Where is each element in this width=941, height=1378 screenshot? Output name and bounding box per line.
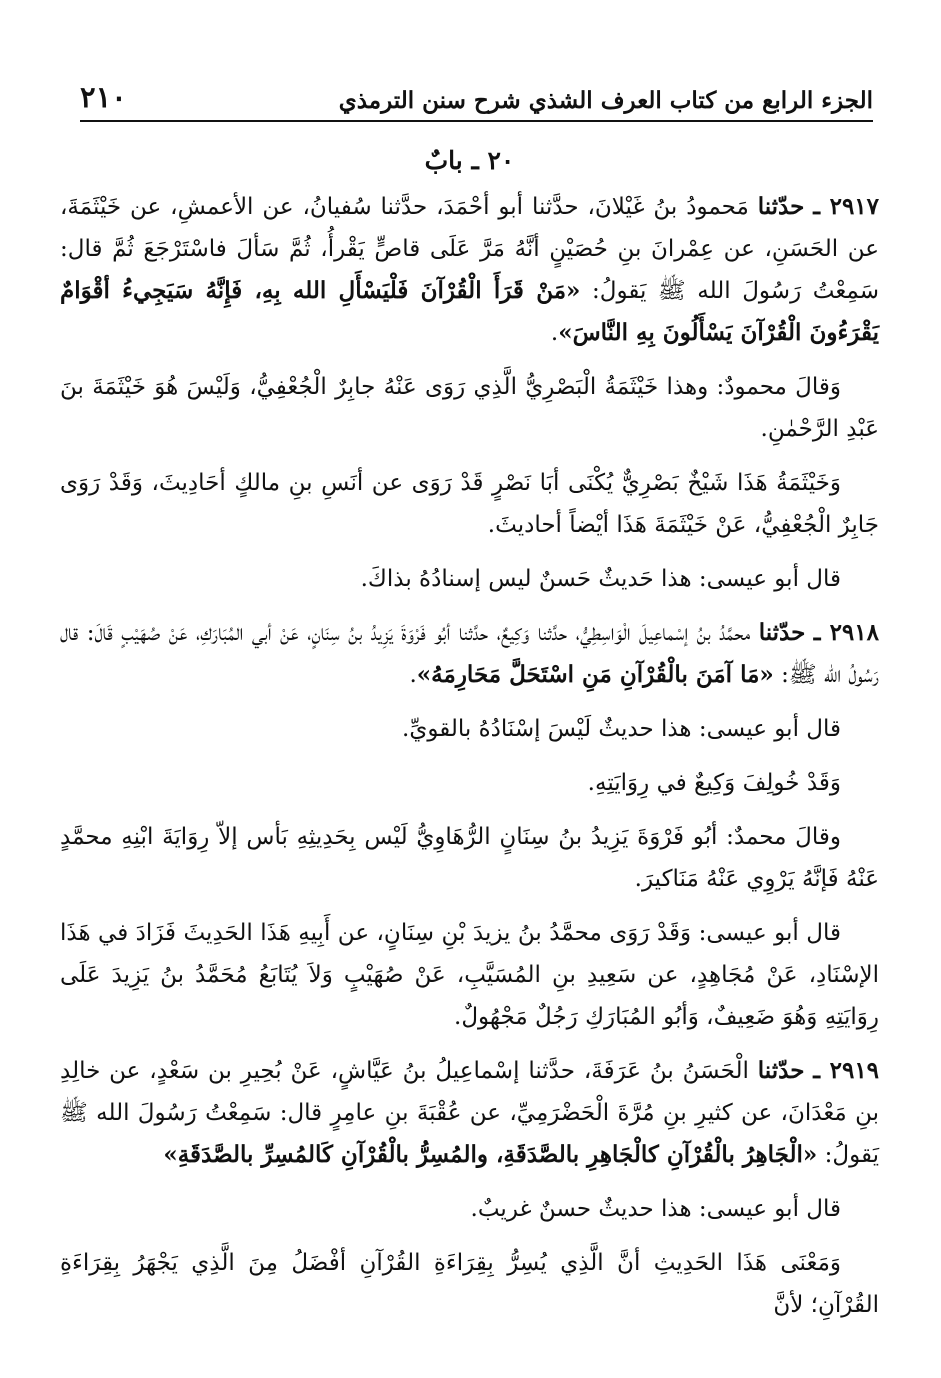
commentary-khaythama: وَخَيْثَمَةُ هَذَا شَيْخٌ بَصْرِيٌّ يُكْنَى أبَا نَصْرٍ قَدْ رَوَى عن أنَسِ بنِ مالكٍ أحَادِيثَ، وَقَدْ رَوَى جَابِرٌ الْجُعْفِيُّ، عَنْ خَيْثَمَةَ هَذَا أيْضاً أحاديثَ. [60,470,879,538]
abu-isa-grading-4: قال أبو عيسى: هذا حديثٌ حسنٌ غريبٌ. [470,1196,841,1222]
hadith-end: . [550,320,559,346]
chapter-title: ٢٠ ـ بابٌ [424,146,515,175]
book-title: الجزء الرابع من كتاب العرف الشذي شرح سنن الترمذي [338,87,873,114]
haddathana-word: حدّثنا [757,1057,805,1084]
abu-isa-grading-3: قال أبو عيسى: وَقَدْ رَوَى محمَّدُ بنُ يزيدَ بْنِ سِنَانٍ، عن أَبِيهِ هَذَا الحَدِيثَ فَزَادَ في هَذَا الإسْنَادِ، عَنْ مُجَاهِدٍ، عن سَعِيدِ بنِ المُسَيَّبِ، عَنْ صُهَيْبٍ وَلاَ يُتَابَعُ مُحَمَّدُ بنُ يَزِيدَ عَلَى رِوَايَتِهِ وَهُوَ ضَعِيفٌ، وَأبُو المُبَارَكِ رَجُلٌ مَجْهُولٌ. [60,920,879,1030]
hadith-2919 [60,1050,879,1176]
running-header [80,70,873,122]
haddathana-word: حدّثنا [757,193,805,220]
commentary-meaning: وَمَعْنَى هَذَا الحَدِيثِ أنَّ الَّذِي يُسِرُّ بِقِرَاءَةِ القُرْآنِ أفْضَلُ مِنَ الَّذِي يَجْهَرُ بِقِرَاءَةِ القُرْآنِ؛ لأنَّ [60,1250,879,1318]
hadith-number: ٢٩١٩ ـ [813,1057,880,1084]
commentary-mahmud: وَقالَ محمودٌ: وهذا خَيْثَمَةُ الْبَصْرِيُّ الَّذِي رَوَى عَنْهُ جابِرٌ الْجُعْفِيُّ، وَلَيْسَ هُوَ خَيْثَمَةَ بنَ عَبْدِ الرَّحْمٰنِ. [60,374,879,442]
hadith-chain: محمَّدُ بنُ إسْماعِيلَ الْوَاسِطِيُّ، حدَّثنا وَكِيعٌ، حدَّثنا أبُو فَرْوَةَ يَزِيدُ بنُ سِنَانٍ، عَنْ أبي المُبَارَكِ، عَنْ صُهَيْبٍ قَالَ: قال رَسُولُ الله ﷺ: [60,620,879,688]
hadith-matn: «مَا آمَنَ بالْقُرْآنِ مَنِ اسْتَحَلَّ مَحَارِمَهُ» [416,661,774,688]
hadith-number: ٢٩١٧ ـ [813,193,880,220]
hadith-number: ٢٩١٨ ـ [813,619,879,646]
hadith-matn: «الْجَاهِرُ بالْقُرْآنِ كالْجَاهِرِ بالصَّدَقَةِ، والمُسِرُّ بالْقُرْآنِ كَالمُسِرِّ بالصَّدَقَةِ» [163,1141,818,1168]
hadith-chain: الْحَسَنُ بنُ عَرَفَةَ، حدَّثنا إسْماعِيلُ بنُ عَيَّاشٍ، عَنْ بُحِيرِ بن سَعْدٍ، عن خالِدِ بنِ مَعْدَانَ، عن كثيرِ بنِ مُرَّةَ الْحَضْرَمِيِّ، عن عُقْبَةَ بنِ عامِرٍ قال: سَمِعْتُ رَسُولَ الله ﷺ يَقولُ: [60,1058,879,1168]
abu-isa-grading-2: قال أبو عيسى: هذا حديثٌ لَيْسَ إسْنَادُهُ بالقويِّ. [402,716,841,742]
commentary-muhammad: وقالَ محمدٌ: أبُو فَرْوَةَ يَزِيدُ بنُ سِنَانٍ الرُّهَاوِيُّ لَيْس بِحَدِيثِهِ بَأس إلاّ رِوَايَةَ ابْنِهِ محمَّدٍ عَنْهُ فَإنَّهُ يَرْوِي عَنْهُ مَنَاكيرَ. [60,824,879,892]
hadith-2917 [60,186,879,354]
hadith-matn: «مَنْ قَرَأَ الْقُرْآنَ فَلْيَسْأَلِ الله بِهِ، فَإِنَّهُ سَيَجِيءُ أقْوَامٌ يَقْرَءُونَ الْقُرْآنَ يَسْأَلُونَ بِهِ النَّاسَ» [60,277,879,346]
haddathana-word: حدّثنا [758,619,806,646]
hadith-2918 [60,612,879,696]
page-body [60,140,879,1338]
hadith-end: . [409,662,417,688]
commentary-khulif: وَقَدْ خُولِفَ وَكِيعٌ في رِوَايَتِهِ. [587,770,841,796]
abu-isa-grading-1: قال أبو عيسى: هذا حَديثٌ حَسنٌ ليس إسنادُهُ بذاكَ. [360,566,841,592]
page-number: ٢١٠ [80,80,127,114]
hadith-chain: مَحمودُ بنُ غَيْلانَ، حدَّثنا أبو أحْمَدَ، حدَّثنا سُفيانُ، عن الأعمشِ، عن خَيْثَمَةَ، عن الحَسَنِ، عن عِمْرانَ بنِ حُصَيْنٍ أنَّهُ مَرَّ عَلَى قاصٍّ يَقْرأُ، ثُمَّ سَألَ فاسْتَرْجَعَ ثُمَّ قال: سَمِعْتُ رَسُولَ الله ﷺ يَقولُ: [60,194,879,304]
